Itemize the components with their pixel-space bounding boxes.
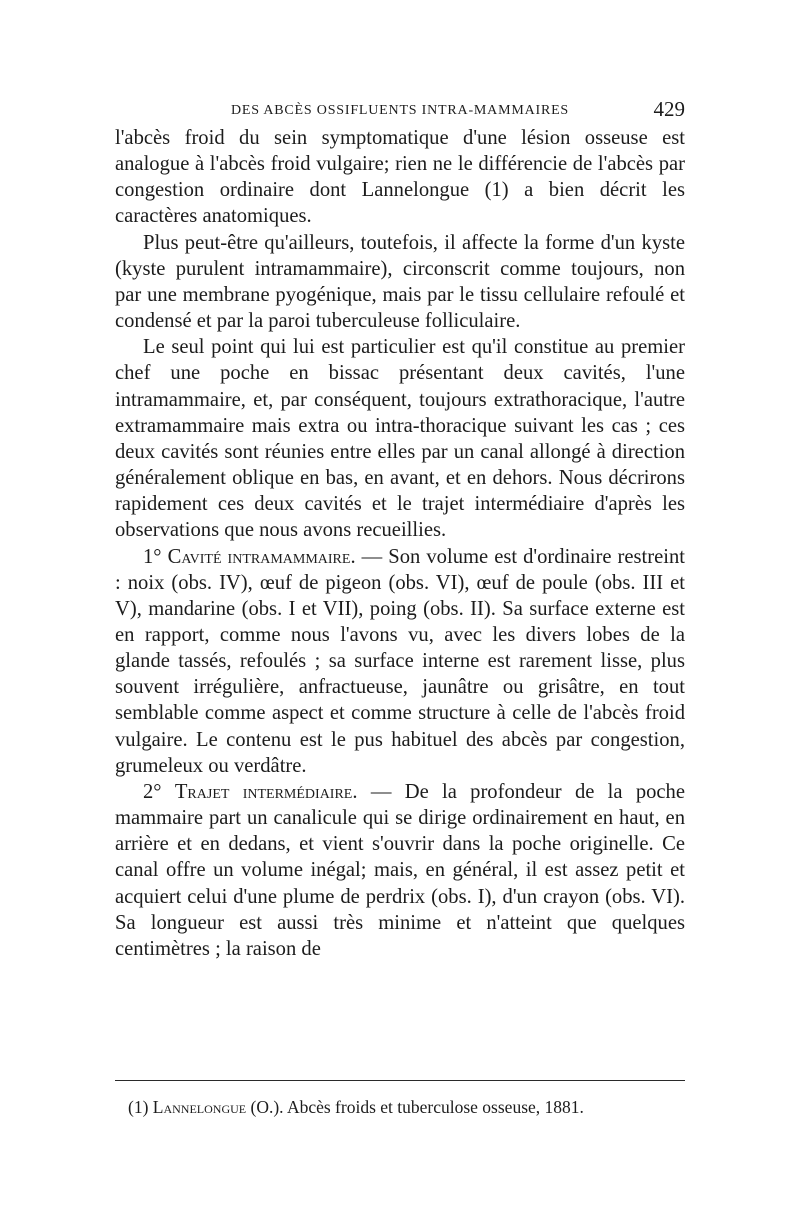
section-cavite-intramammaire <box>115 544 685 779</box>
section-heading: Cavité intramammaire. <box>167 545 356 568</box>
paragraph-text: Plus peut-être qu'ailleurs, toutefois, il affecte la forme d'un kyste (kyste purulent intramammaire), circonscrit comme toujours, non par une membrane pyogénique, mais par le tissu cellulaire refoulé et condensé et par la paroi tuberculeuse folliculaire. <box>115 231 685 333</box>
running-title: DES ABCÈS OSSIFLUENTS INTRA-MAMMAIRES <box>230 103 570 118</box>
paragraph-text: Le seul point qui lui est particulier est qu'il constitue au premier chef une poche en bissac présentant deux cavités, l'une intramammaire, et, par conséquent, toujours extrathoracique, l'autre extramammaire mais extra ou intra-thoracique suivant les cas ; ces deux cavités sont réunies entre elles par un canal allongé à direction généralement oblique en bas, en avant, et en dehors. Nous décrirons rapidement ces deux cavités et le trajet intermédiaire d'après les observations que nous avons recueillies. <box>115 336 685 542</box>
page-number: 429 <box>653 97 685 121</box>
paragraph-continuation <box>115 125 685 230</box>
footnote <box>128 1096 688 1118</box>
paragraph-bissac <box>115 334 685 543</box>
footnote-author: Lannelongue <box>152 1097 247 1117</box>
section-heading: Trajet intermédiaire. <box>174 780 358 803</box>
paragraph-text: De la profondeur de la poche mammaire part un canalicule qui se dirige ordinairement en haut, en arrière et en dedans, et vient s'ouvrir dans la poche originelle. Ce canal offre un volume inégal; mais, en général, il est assez petit et acquiert celui d'une plume de perdrix (obs. I), d'un crayon (obs. VI). Sa longueur est aussi très minime et n'atteint que quelques centimètres ; la raison de <box>115 780 685 960</box>
section-number: 1° <box>143 545 162 568</box>
section-number: 2° <box>143 780 162 803</box>
heading-dash: — <box>361 545 383 568</box>
footnote-marker: (1) <box>128 1097 149 1117</box>
page-header <box>115 97 685 125</box>
footnote-text: (O.). Abcès froids et tuberculose osseuse, 1881. <box>250 1097 584 1117</box>
body-text <box>115 125 685 962</box>
heading-dash: — <box>370 780 392 803</box>
paragraph-text: l'abcès froid du sein symptomatique d'une lésion osseuse est analogue à l'abcès froid vulgaire; rien ne le différencie de l'abcès par congestion ordinaire dont Lannelongue (1) a bien décrit les caractères anatomiques. <box>115 127 685 228</box>
paragraph-kyste <box>115 230 685 335</box>
footnote-rule <box>115 1080 685 1081</box>
section-trajet-intermediaire <box>115 779 685 962</box>
paragraph-text: Son volume est d'ordinaire restreint : noix (obs. IV), œuf de pigeon (obs. VI), œuf de poule (obs. III et V), mandarine (obs. I et VII), poing (obs. II). Sa surface externe est en rapport, comme nous l'avons vu, avec les divers lobes de la glande tassés, refoulés ; sa surface interne est rarement lisse, plus souvent irrégulière, anfractueuse, jaunâtre ou grisâtre, en tout semblable comme aspect et comme structure à celle de l'abcès froid vulgaire. Le contenu est le pus habituel des abcès par congestion, grumeleux ou verdâtre. <box>115 545 685 777</box>
